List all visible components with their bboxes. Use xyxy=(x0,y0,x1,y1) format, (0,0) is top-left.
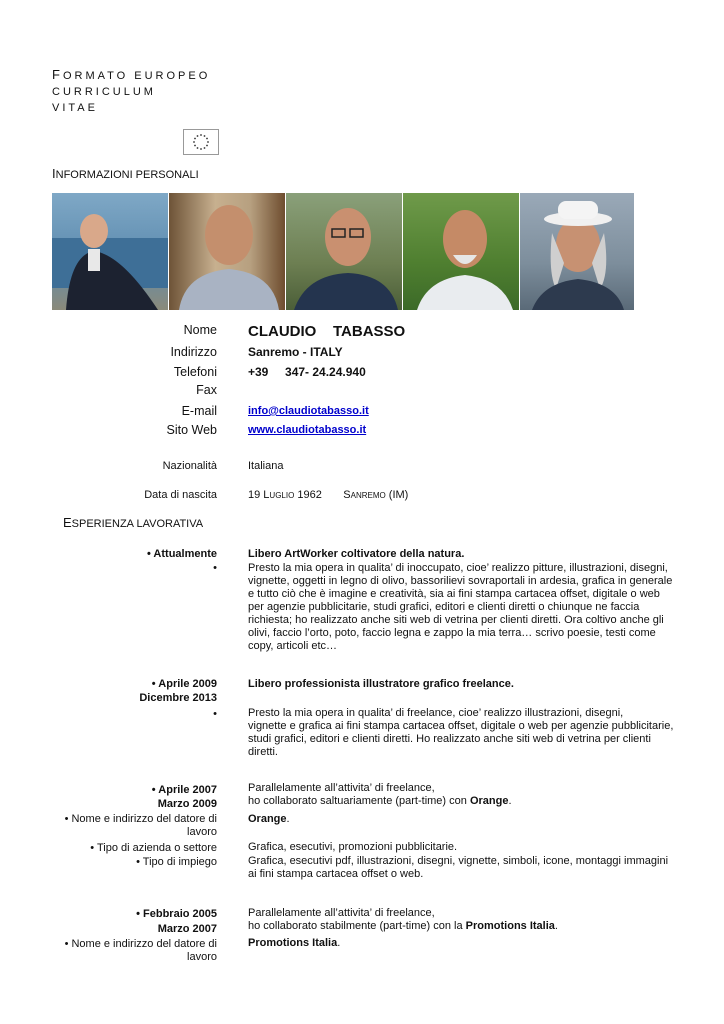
email-label: E-mail xyxy=(181,404,217,418)
job1-bullet: • xyxy=(213,562,217,574)
photo-garden xyxy=(403,193,519,310)
phone-label: Telefoni xyxy=(173,365,217,379)
job3-intro: Parallelamente all’attivita’ di freelance, ho collaborato saltuariamente (part-time) con Orange. xyxy=(248,782,512,807)
address-value: Sanremo - ITALY xyxy=(248,345,343,359)
website-label: Sito Web xyxy=(166,423,217,437)
job3-type: Grafica, esecutivi pdf, illustrazioni, disegni, vignette, simboli, icone, montaggi immagini ai fini stampa cartacea offset o web. xyxy=(248,855,669,880)
nationality-value: Italiana xyxy=(248,460,284,472)
job1-date: • Attualmente xyxy=(146,548,217,560)
job3-employer-label: • Nome e indirizzo del datore di lavoro xyxy=(64,813,217,838)
fax-label: Fax xyxy=(196,383,217,397)
birth-value: 19 LUGLIO 1962 SANREMO (IM) xyxy=(248,489,409,501)
photo-seaside xyxy=(52,193,168,310)
job3-type-label: • Tipo di impiego xyxy=(136,856,217,868)
photo-hat xyxy=(520,193,634,310)
cv-format-title: FORMATO EUROPEO CURRICULUM VITAE xyxy=(52,67,211,114)
photo-indoor xyxy=(169,193,285,310)
job2-description: Presto la mia opera in qualita’ di freelance, cioe’ realizzo illustrazioni, disegni, vignette e grafica ai fini stampa cartacea offset, digitale o web per agenzie pubblicitarie, studi grafici, editori e clienti diretti. Ho realizzato anche siti web di vetrina per clienti diretti. xyxy=(248,707,674,758)
photo-glasses xyxy=(286,193,402,310)
name-label: Nome xyxy=(183,323,217,337)
job4-date-start: • Febbraio 2005 xyxy=(136,908,217,920)
job2-bullet: • xyxy=(213,708,217,720)
website-link[interactable]: www.claudiotabasso.it xyxy=(248,424,367,436)
job3-date-start: • Aprile 2007 xyxy=(151,784,217,796)
job4-date-end: Marzo 2007 xyxy=(157,923,217,935)
job4-employer: Promotions Italia. xyxy=(248,937,341,949)
email-link[interactable]: info@claudiotabasso.it xyxy=(248,405,369,417)
work-experience-heading: ESPERIENZA LAVORATIVA xyxy=(63,515,204,530)
job4-employer-label: • Nome e indirizzo del datore di lavoro xyxy=(64,938,217,963)
nationality-label: Nazionalità xyxy=(162,460,217,472)
birth-label: Data di nascita xyxy=(144,489,217,501)
job1-title: Libero ArtWorker coltivatore della natura. xyxy=(248,548,465,560)
phone-value: +39 347- 24.24.940 xyxy=(248,365,366,379)
job2-date-end: Dicembre 2013 xyxy=(139,692,217,704)
job2-date-start: • Aprile 2009 xyxy=(151,678,217,690)
job3-date-end: Marzo 2009 xyxy=(157,798,217,810)
job4-intro: Parallelamente all’attivita’ di freelance, ho collaborato stabilmente (part-time) con la Promotions Italia. xyxy=(248,907,558,932)
job3-sector: Grafica, esecutivi, promozioni pubblicitarie. xyxy=(248,841,458,853)
eu-flag-logo xyxy=(183,129,219,155)
personal-info-heading: INFORMAZIONI PERSONALI xyxy=(52,166,199,181)
job3-sector-label: • Tipo di azienda o settore xyxy=(90,842,217,854)
full-name: CLAUDIO TABASSO xyxy=(248,323,406,340)
address-label: Indirizzo xyxy=(170,345,217,359)
job1-description: Presto la mia opera in qualita’ di inoccupato, cioe’ realizzo pitture, illustrazioni, disegni, vignette, oggetti in legno di olivo, bassorilievi sovraportali in ardesia, grafica in generale e tutto ciò che è imagine e creatività, sia ai fini stampa cartacea offset, digitale o web per agenzie pubblicitarie, studi grafici, editori e clienti diretti o chiunque ne faccia richiesta; ho realizzato anche siti web di vetrina per clienti diretti. Ora coltivo anche gli olivi, faccio l’orto, poto, faccio legna e zappo la mia terra… scrivo poesie, testi come copy, articoli etc… xyxy=(248,562,673,652)
job3-employer: Orange. xyxy=(248,813,290,825)
job2-title: Libero professionista illustratore grafico freelance. xyxy=(248,678,514,690)
